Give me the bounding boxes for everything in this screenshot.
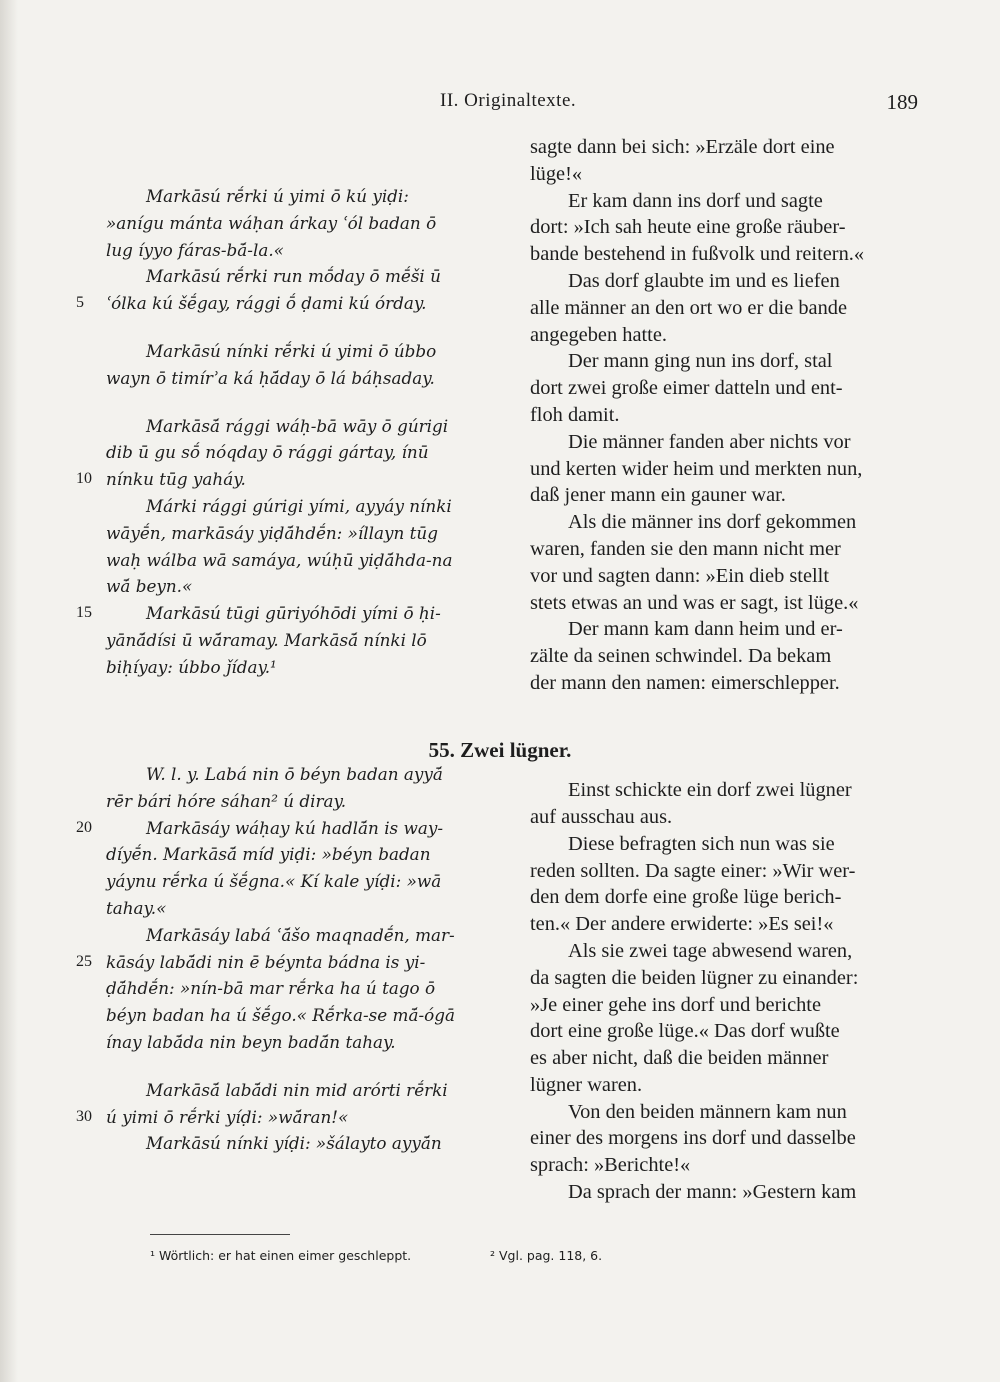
text-line: [530, 241, 920, 268]
text-line: [76, 949, 506, 976]
line-text: daß jener mann ein gauner war.: [530, 484, 786, 507]
text-line: [530, 1125, 920, 1152]
line-text: ten.« Der andere erwiderte: »Es sei!«: [530, 913, 834, 936]
line-text: und kerten wider heim und merkten nun,: [530, 457, 863, 480]
page-edge-shadow: [0, 0, 18, 1382]
line-text: Von den beiden männern kam nun: [568, 1100, 847, 1123]
line-text: dort: »Ich sah heute eine große räuber-: [530, 216, 846, 239]
text-line: [76, 365, 506, 392]
text-line: [76, 975, 506, 1002]
line-text: zälte da seinen schwindel. Da bekam: [530, 645, 832, 668]
text-line: [76, 627, 506, 654]
text-line: [530, 858, 920, 885]
line-number: 10: [76, 470, 92, 488]
text-line: [76, 183, 506, 210]
line-text: ú yimi ō rḗrki yíḍi: »wā́ran!«: [106, 1106, 349, 1127]
text-line: [530, 509, 920, 536]
text-line: [76, 1104, 506, 1131]
line-text: alle männer an den ort wo er die bande: [530, 296, 848, 319]
line-text: Márki rággi gúrigi yími, ayyáy nínki: [146, 495, 452, 516]
line-text: auf ausschau aus.: [530, 805, 673, 828]
text-line: [530, 375, 920, 402]
text-line: [76, 439, 506, 466]
line-text: Markāsú rḗrki ú yimi ō kú yiḍi:: [146, 186, 409, 206]
text-line: [76, 263, 506, 290]
line-text: yānā́dísi ū wā́ramay. Markāsā́ nínki lō: [106, 629, 427, 650]
line-text: stets etwas an und was er sagt, ist lüge.«: [530, 591, 859, 614]
text-line: [530, 536, 920, 563]
text-line: [530, 402, 920, 429]
line-text: sprach: »Berichte!«: [530, 1154, 691, 1177]
line-text: Der mann ging nun ins dorf, stal: [568, 350, 833, 373]
line-text: Da sprach der mann: »Gestern kam: [568, 1181, 857, 1204]
text-line: [76, 922, 506, 949]
text-line: [76, 466, 506, 493]
text-line: [530, 777, 920, 804]
line-text: Markāsáy wáḥay kú hadlā́n is way-: [146, 817, 444, 838]
line-text: Er kam dann ins dorf und sagte: [568, 189, 823, 212]
footnote-rule: [150, 1234, 290, 1235]
line-text: kāsáy labā́di nin ē béynta bádna is yi-: [106, 951, 426, 972]
line-text: Markāsā́ labā́di nin mid arórti rḗrki: [146, 1079, 448, 1100]
line-text: Der mann kam dann heim und er-: [568, 618, 843, 641]
text-line: [530, 590, 920, 617]
text-line: [530, 268, 920, 295]
line-text: da sagten die beiden lügner zu einander:: [530, 966, 859, 989]
text-line: [76, 654, 506, 681]
text-line: [76, 895, 506, 922]
text-line: [76, 290, 506, 317]
text-line: [530, 1018, 920, 1045]
somali-text-column: [76, 183, 506, 1157]
line-text: ḍā́hdḗn: »nín-bā mar rḗrka ha ú tago ō: [106, 978, 436, 999]
line-text: Markāsú tūgi gūriyóhōdi yími ō ḥi-: [146, 603, 441, 624]
text-line: [530, 482, 920, 509]
line-text: rēr bári hóre sáhan² ú diray.: [106, 790, 347, 811]
line-text: Markāsú rḗrki run mṓday ō mḗši ū: [146, 266, 441, 287]
line-text: W. l. y. Labá nin ō béyn badan ayyā́: [146, 763, 443, 784]
line-text: Das dorf glaubte im und es liefen: [568, 269, 840, 292]
text-line: [530, 831, 920, 858]
text-line: [530, 938, 920, 965]
line-text: lüge!«: [530, 162, 583, 185]
line-text: Markāsú nínki yíḍi: »šálayto ayyā́n: [146, 1133, 442, 1154]
text-line: [530, 429, 920, 456]
line-text: yáynu rḗrka ú šḗgna.« Kí kale yíḍi: »wā: [106, 871, 442, 892]
text-line: [76, 841, 506, 868]
line-text: Als die männer ins dorf gekommen: [568, 511, 857, 534]
line-text: den dem dorfe eine große lüge berich-: [530, 886, 842, 909]
line-number: 30: [76, 1107, 92, 1125]
line-text: díyḗn. Markāsā́ míd yiḍi: »béyn badan: [106, 844, 431, 865]
text-line: [76, 493, 506, 520]
line-number: 20: [76, 818, 92, 836]
text-line: [76, 338, 506, 365]
section-title: 55. Zwei lügner.: [428, 738, 572, 762]
line-text: Markāsú nínki rḗrki ú yimi ō úbbo: [146, 340, 437, 361]
text-line: [76, 547, 506, 574]
line-text: tahay.«: [106, 897, 167, 918]
line-text: waḥ wálba wā samáya, wúḥū yiḍā́hda-na: [106, 549, 453, 570]
paragraph-gap: [76, 1056, 506, 1077]
text-line: [530, 643, 920, 670]
line-text: wāyḗn, markāsáy yiḍā́hdḗn: »íllayn tūg: [106, 522, 438, 543]
line-text: Markāsā́ rággi wáḥ-bā wāy ō gúrigi: [146, 415, 449, 436]
text-line: [530, 1152, 920, 1179]
line-text: wayn ō timírʾa ká ḥā́day ō lá báḥsaday.: [106, 367, 435, 388]
text-line: [530, 992, 920, 1019]
text-line: [530, 616, 920, 643]
line-text: wā́ beyn.«: [106, 576, 193, 597]
line-text: dib ū gu sṓ nóqday ō rággi gártay, ínū: [106, 442, 429, 463]
text-line: [530, 348, 920, 375]
text-line: [530, 188, 920, 215]
text-line: [530, 456, 920, 483]
line-text: béyn badan ha ú šḗgo.« Rḗrka-se mā́-ógā: [106, 1005, 455, 1026]
line-text: Die männer fanden aber nichts vor: [568, 430, 851, 453]
text-line: [530, 214, 920, 241]
line-text: angegeben hatte.: [530, 323, 667, 346]
text-line: [76, 788, 506, 815]
line-text: ínay labā́da nin beyn badā́n tahay.: [106, 1031, 396, 1052]
text-line: [76, 210, 506, 237]
line-text: floh damit.: [530, 403, 620, 426]
footnote-1: ¹ Wörtlich: er hat einen eimer geschleppt.: [150, 1248, 412, 1263]
line-text: Einst schickte ein dorf zwei lügner: [568, 779, 852, 802]
text-line: [76, 815, 506, 842]
line-text: es aber nicht, daß die beiden männer: [530, 1047, 829, 1070]
text-line: [530, 1179, 920, 1206]
line-text: lügner waren.: [530, 1073, 643, 1096]
section-spacer: [530, 697, 920, 777]
line-number: 15: [76, 604, 92, 622]
line-text: dort zwei große eimer datteln und ent-: [530, 377, 843, 400]
text-line: [76, 868, 506, 895]
footnotes: [150, 1248, 650, 1268]
line-text: nínku tūg yaháy.: [106, 469, 246, 490]
text-line: [530, 563, 920, 590]
german-translation-column: [530, 134, 920, 1206]
line-text: Markāsáy labá ʿā́šo maqnadḗn, mar-: [146, 924, 455, 945]
paragraph-gap: [76, 392, 506, 413]
line-text: einer des morgens ins dorf und dasselbe: [530, 1127, 856, 1150]
line-text: dort eine große lüge.« Das dorf wußte: [530, 1020, 840, 1043]
line-text: biḥíyay: úbbo ǰíday.¹: [106, 656, 277, 677]
line-text: lug íyyo fáras-bā́-la.«: [106, 239, 284, 260]
line-text: »anígu mánta wáḥan árkay ʿól badan ō: [106, 212, 437, 233]
text-line: [530, 295, 920, 322]
footnote-2: ² Vgl. pag. 118, 6.: [490, 1248, 603, 1263]
text-line: [76, 1077, 506, 1104]
text-line: [76, 413, 506, 440]
line-text: Diese befragten sich nun was sie: [568, 832, 835, 855]
text-line: [76, 1130, 506, 1157]
text-line: [530, 322, 920, 349]
line-number: 25: [76, 952, 92, 970]
text-line: [530, 1045, 920, 1072]
text-line: [76, 1002, 506, 1029]
line-text: reden sollten. Da sagte einer: »Wir wer-: [530, 859, 856, 882]
text-line: [530, 911, 920, 938]
text-line: [76, 573, 506, 600]
text-line: [530, 1099, 920, 1126]
line-text: bande bestehend in fußvolk und reitern.«: [530, 243, 865, 266]
text-line: [76, 520, 506, 547]
line-text: vor und sagten dann: »Ein dieb stellt: [530, 564, 830, 587]
text-line: [530, 670, 920, 697]
line-text: der mann den namen: eimerschlepper.: [530, 671, 840, 694]
text-line: [530, 161, 920, 188]
line-text: sagte dann bei sich: »Erzäle dort eine: [530, 136, 835, 158]
line-text: »Je einer gehe ins dorf und berichte: [530, 993, 822, 1016]
text-line: [530, 884, 920, 911]
paragraph-gap: [76, 317, 506, 338]
text-line: [530, 1072, 920, 1099]
line-text: ʿólka kú šḗgay, rággi ṓ ḍami kú órday.: [106, 293, 427, 314]
text-line: [76, 761, 506, 788]
line-number: 5: [76, 294, 84, 312]
text-line: [530, 134, 920, 161]
line-text: Als sie zwei tage abwesend waren,: [568, 939, 853, 962]
line-text: waren, fanden sie den mann nicht mer: [530, 537, 841, 560]
text-line: [76, 600, 506, 627]
text-line: [76, 237, 506, 264]
section-header: II. Originaltexte.: [440, 90, 577, 111]
page-number: 189: [886, 90, 918, 114]
text-line: [530, 804, 920, 831]
text-line: [76, 1029, 506, 1056]
text-line: [530, 965, 920, 992]
running-head: [440, 90, 920, 114]
